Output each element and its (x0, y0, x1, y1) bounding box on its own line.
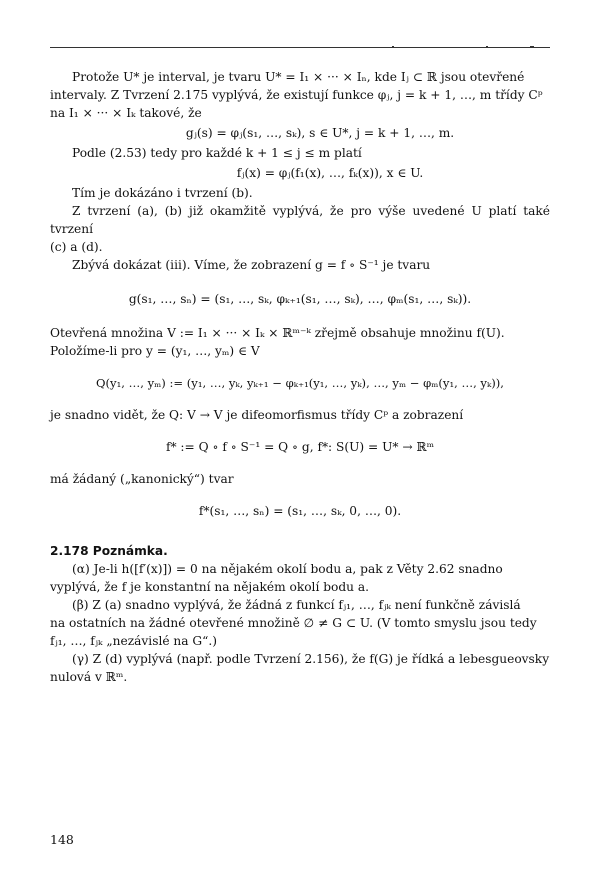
text-line: Z tvrzení (a), (b) již okamžitě vyplývá, že pro výše uvedené U platí také tvrzení (50, 204, 550, 236)
text-line: vyplývá, že f je konstantní na nějakém okolí bodu a. (50, 580, 370, 594)
text-line: Protože U* je interval, je tvaru U* = I₁ × ··· × Iₙ, kde Iⱼ ⊂ ℝ jsou otevřené (72, 70, 525, 84)
text-line: má žádaný („kanonický“) tvar (50, 472, 234, 486)
text-line: intervaly. Z Tvrzení 2.175 vyplývá, že existují funkce φⱼ, j = k + 1, …, m třídy Cᵖ (50, 88, 543, 102)
text-line: Položíme-li pro y = (y₁, …, yₘ) ∈ V (50, 344, 260, 358)
text-line: Tím je dokázáno i tvrzení (b). (72, 186, 253, 200)
text-line: Podle (2.53) tedy pro každé k + 1 ≤ j ≤ m platí (72, 146, 362, 160)
page-body (50, 68, 550, 686)
text-line: (α) Je-li h([f′(x)]) = 0 na nějakém okolí bodu a, pak z Věty 2.62 snadno (72, 562, 503, 576)
header-mark (486, 46, 488, 48)
text-line: na I₁ × ··· × Iₖ takové, že (50, 106, 202, 120)
equation: g(s₁, …, sₙ) = (s₁, …, sₖ, φₖ₊₁(s₁, …, sₖ), …, φₘ(s₁, …, sₖ)). (128, 292, 472, 306)
header-mark (392, 46, 394, 48)
header-mark (530, 46, 534, 48)
equation: f*(s₁, …, sₙ) = (s₁, …, sₖ, 0, …, 0). (198, 504, 402, 518)
text-line: Otevřená množina V := I₁ × ··· × Iₖ × ℝᵐ⁻ᵏ zřejmě obsahuje množinu f(U). (50, 326, 505, 340)
text-line: (c) a (d). (50, 240, 103, 254)
text-line: na ostatních na žádné otevřené množině ∅ ≠ G ⊂ U. (V tomto smyslu jsou tedy (50, 616, 537, 630)
text-line: fⱼ₁, …, fⱼₖ „nezávislé na G“.) (50, 634, 218, 648)
text-line: (γ) Z (d) vyplývá (např. podle Tvrzení 2.156), že f(G) je řídká a lebesgueovsky (72, 652, 550, 666)
text-line: (β) Z (a) snadno vyplývá, že žádná z funkcí fⱼ₁, …, fⱼₖ není funkčně závislá (72, 598, 521, 612)
equation: Q(y₁, …, yₘ) := (y₁, …, yₖ, yₖ₊₁ − φₖ₊₁(y₁, …, yₖ), …, yₘ − φₘ(y₁, …, yₖ)), (96, 376, 504, 390)
page-number: 148 (50, 832, 74, 847)
remark-heading: 2.178 Poznámka. (50, 544, 168, 558)
text-line: je snadno vidět, že Q: V → V je difeomorfismus třídy Cᵖ a zobrazení (50, 408, 464, 422)
text-line: nulová v ℝᵐ. (50, 670, 128, 684)
equation: fⱼ(x) = φⱼ(f₁(x), …, fₖ(x)), x ∈ U. (236, 166, 424, 180)
equation: gⱼ(s) = φⱼ(s₁, …, sₖ), s ∈ U*, j = k + 1, …, m. (185, 126, 455, 140)
equation: f* := Q ∘ f ∘ S⁻¹ = Q ∘ g, f*: S(U) = U* → ℝᵐ (165, 440, 435, 454)
text-line: Zbývá dokázat (iii). Víme, že zobrazení g = f ∘ S⁻¹ je tvaru (72, 258, 431, 272)
header-rule (50, 47, 550, 48)
